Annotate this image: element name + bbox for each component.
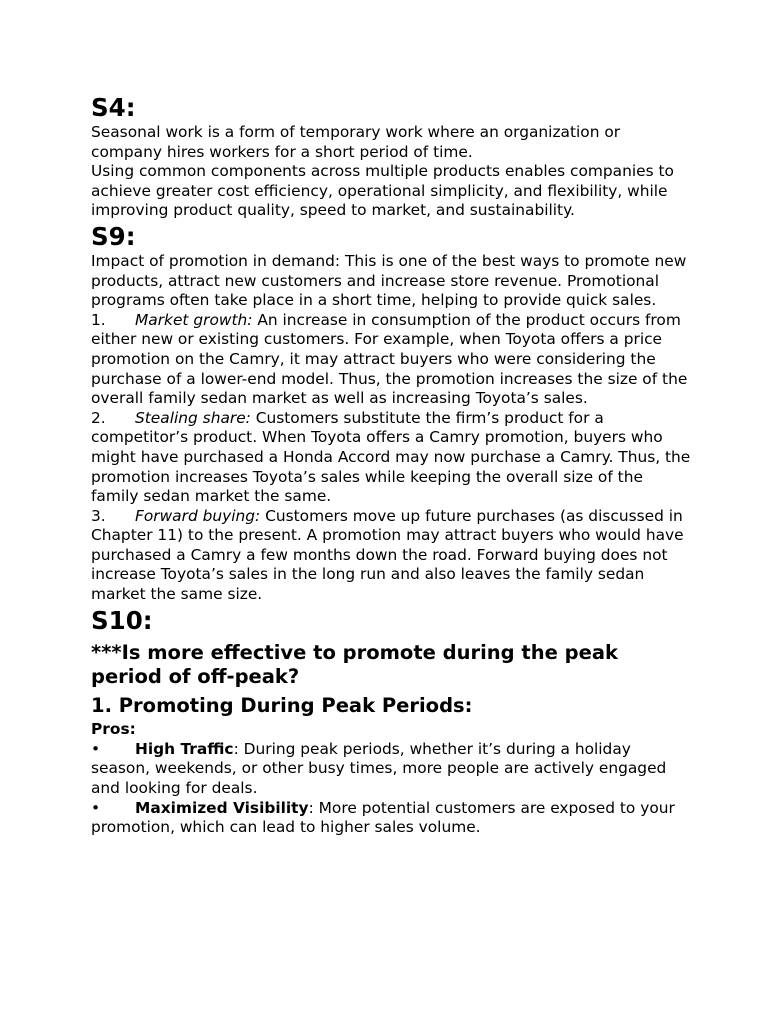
bullet-item [91,799,691,838]
bullet-icon: • [91,798,101,817]
section-s9 [91,221,691,605]
item-number: 2. [91,408,106,427]
section-heading: S9: [91,221,136,251]
numbered-item [91,311,691,409]
bullet-item [91,740,691,799]
paragraph: Impact of promotion in demand: This is one of the best ways to promote new products, attract new customers and increase store revenue. Promotional programs often take place in a short time, helping to provide quick sales. [91,251,687,310]
item-term: Stealing share: [135,408,251,427]
bullet-term: High Traffic [135,739,234,758]
item-text: An increase in consumption of the product occurs from either new or existing customers. For example, when Toyota offers a price promotion on the Camry, it may attract buyers who were considering the purchase of a lower-end model. Thus, the promotion increases the size of the overall family sedan market as well as increasing Toyota’s sales. [91,310,688,408]
item-text: Customers move up future purchases (as discussed in Chapter 11) to the present. A promotion may attract buyers who would have purchased a Camry a few months down the road. Forward buying does not increase Toyota’s sales in the long run and also leaves the family sedan market the same size. [91,506,684,604]
subheading: 1. Promoting During Peak Periods: [91,693,473,717]
bullet-term: Maximized Visibility [135,798,309,817]
paragraph: Seasonal work is a form of temporary work where an organization or company hires workers for a short period of time. [91,123,621,161]
item-number: 3. [91,506,106,525]
bullet-text: : More potential customers are exposed to your promotion, which can lead to higher sales volume. [91,798,675,837]
item-text: Customers substitute the firm’s product for a competitor’s product. When Toyota offers a Camry promotion, buyers who might have purchased a Honda Accord may now purchase a Camry. Thus, the promotion increases Toyota’s sales while keeping the overall size of the family sedan market the same. [91,408,691,506]
bullet-icon: • [91,739,101,758]
item-number: 1. [91,310,106,329]
section-s10 [91,605,691,838]
document-page [91,92,691,838]
pros-label: Pros: [91,720,136,739]
numbered-item [91,507,691,605]
item-term: Forward buying: [135,506,261,525]
numbered-item [91,409,691,507]
bullet-text: : During peak periods, whether it’s during a holiday season, weekends, or other busy times, more people are actively engaged and looking for deals. [91,739,667,797]
paragraph: Using common components across multiple products enables companies to achieve greater cost efficiency, operational simplicity, and flexibility, while improving product quality, speed to market, and sustainability. [91,162,674,220]
section-heading: S4: [91,93,136,122]
question-heading: ***Is more effective to promote during the peak period of off-peak? [91,640,618,689]
section-heading: S10: [91,605,153,635]
item-term: Market growth: [135,310,253,329]
section-s4 [91,92,691,221]
